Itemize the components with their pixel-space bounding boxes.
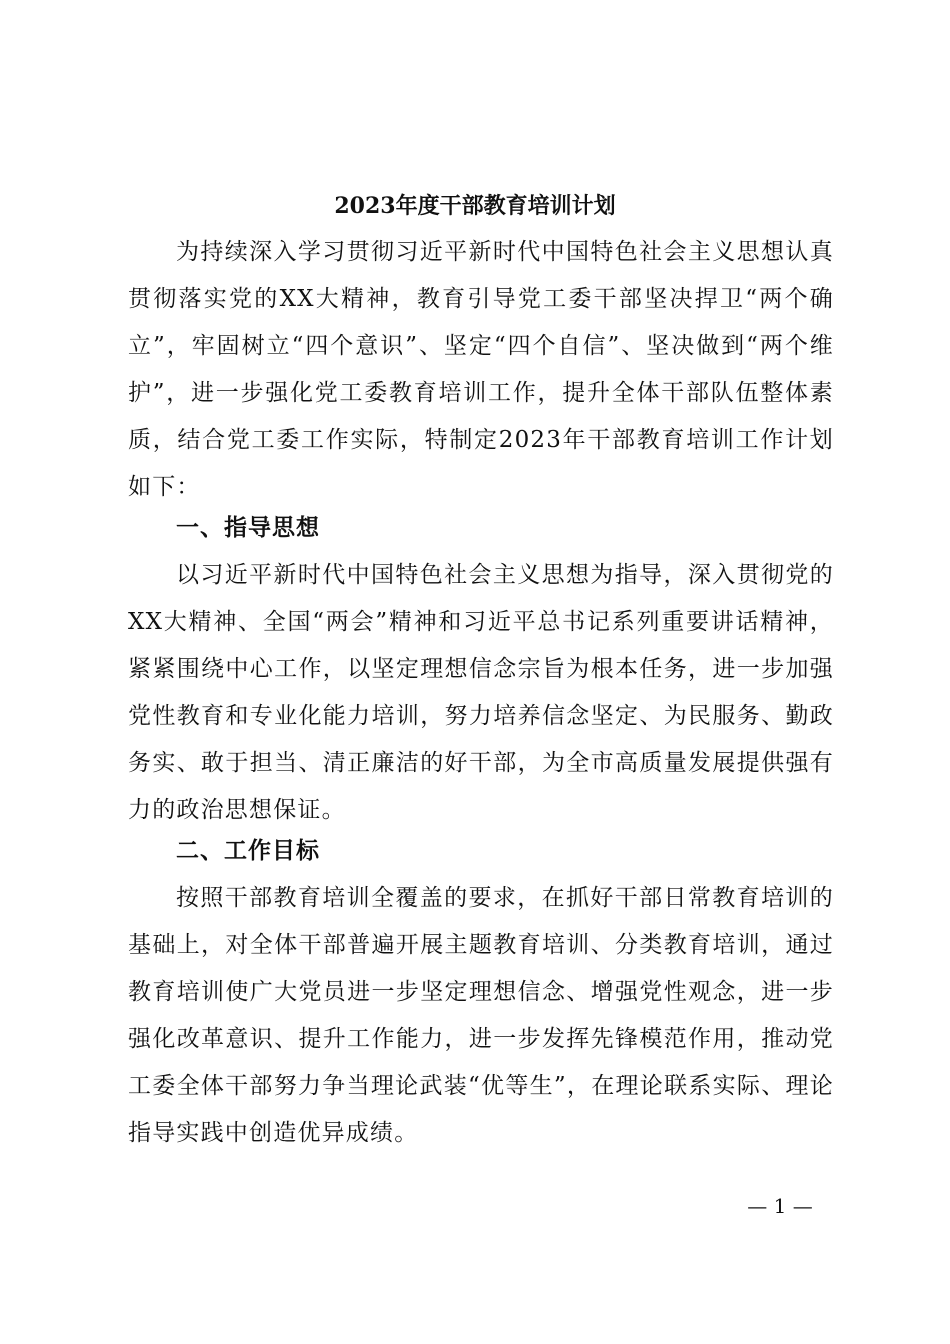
- intro-paragraph: 为持续深入学习贯彻习近平新时代中国特色社会主义思想认真贯彻落实党的XX大精神，教育引导党工委干部坚决捍卫“两个确立”，牢固树立“四个意识”、坚定“四个自信”、坚决做到“两个维护”，进一步强化党工委教育培训工作，提升全体干部队伍整体素质，结合党工委工作实际，特制定2023年干部教育培训工作计划如下：: [128, 239, 834, 500]
- section-paragraph-guiding-ideology: 以习近平新时代中国特色社会主义思想为指导，深入贯彻党的XX大精神、全国“两会”精神和习近平总书记系列重要讲话精神，紧紧围绕中心工作，以坚定理想信念宗旨为根本任务，进一步加强党性教育和专业化能力培训，努力培养信念坚定、为民服务、勤政务实、敢于担当、清正廉洁的好干部，为全市高质量发展提供强有力的政治思想保证。: [128, 562, 834, 823]
- section-paragraph-work-goals: 按照干部教育培训全覆盖的要求，在抓好干部日常教育培训的基础上，对全体干部普遍开展主题教育培训、分类教育培训，通过教育培训使广大党员进一步坚定理想信念、增强党性观念，进一步强化改革意识、提升工作能力，进一步发挥先锋模范作用，推动党工委全体干部努力争当理论武装“优等生”，在理论联系实际、理论指导实践中创造优异成绩。: [128, 885, 834, 1146]
- section-heading-work-goals: 二、工作目标: [176, 838, 320, 864]
- document-title: 2023年度干部教育培训计划: [334, 193, 616, 219]
- section-heading-guiding-ideology: 一、指导思想: [176, 515, 320, 541]
- page-number: — 1 —: [747, 1194, 813, 1218]
